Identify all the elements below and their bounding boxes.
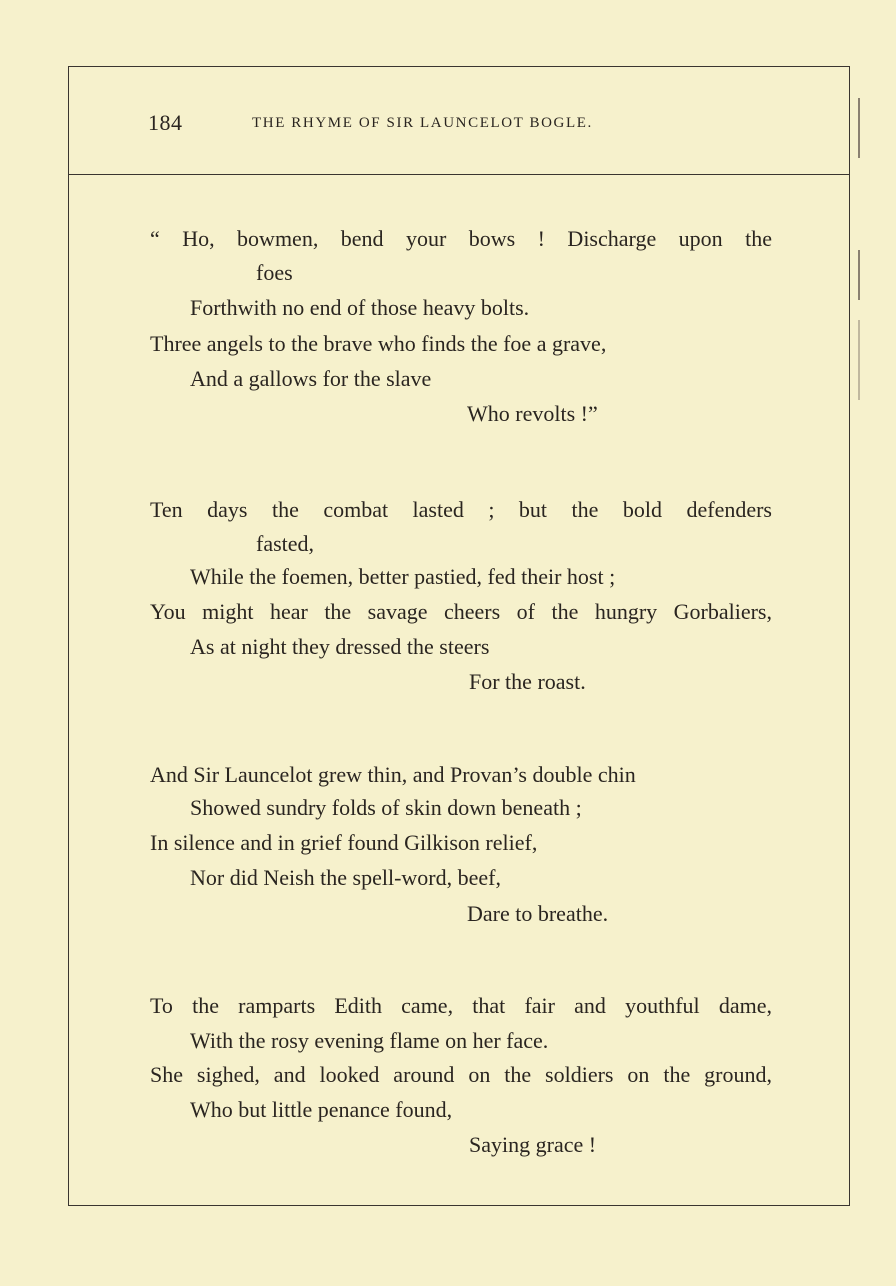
verse-line: While the foemen, better pastied, fed their host ; (190, 564, 616, 589)
verse-line: Dare to breathe. (467, 901, 609, 926)
running-head (148, 110, 678, 140)
margin-pencil-mark (858, 320, 860, 400)
verse-line: As at night they dressed the steers (190, 634, 490, 659)
verse-line: “ Ho, bowmen, bend your bows ! Discharge upon the (150, 226, 772, 251)
verse-line: And Sir Launcelot grew thin, and Provan’s double chin (150, 762, 636, 787)
verse-line: fasted, (256, 531, 315, 556)
header-rule (68, 174, 850, 175)
verse-line: foes (256, 260, 293, 285)
verse-line: With the rosy evening flame on her face. (190, 1028, 549, 1053)
verse-line: Who revolts !” (467, 401, 598, 426)
verse-line: Nor did Neish the spell-word, beef, (190, 865, 501, 890)
verse-line: Forthwith no end of those heavy bolts. (190, 295, 530, 320)
verse-line: For the roast. (469, 669, 586, 694)
page-number: 184 (148, 110, 183, 135)
verse-line: Saying grace ! (469, 1132, 597, 1157)
verse-line: Ten days the combat lasted ; but the bold defenders (150, 497, 772, 522)
margin-pencil-mark (858, 98, 860, 158)
verse-line: And a gallows for the slave (190, 366, 432, 391)
verse-line: Showed sundry folds of skin down beneath ; (190, 795, 582, 820)
verse-line: In silence and in grief found Gilkison relief, (150, 830, 538, 855)
verse-line: She sighed, and looked around on the soldiers on the ground, (150, 1062, 772, 1087)
verse-line: You might hear the savage cheers of the hungry Gorbaliers, (150, 599, 772, 624)
verse-line: Who but little penance found, (190, 1097, 453, 1122)
running-title: THE RHYME OF SIR LAUNCELOT BOGLE. (252, 115, 593, 131)
verse-line: Three angels to the brave who finds the foe a grave, (150, 331, 607, 356)
verse-line: To the ramparts Edith came, that fair and youthful dame, (150, 993, 772, 1018)
margin-pencil-mark (858, 250, 860, 300)
